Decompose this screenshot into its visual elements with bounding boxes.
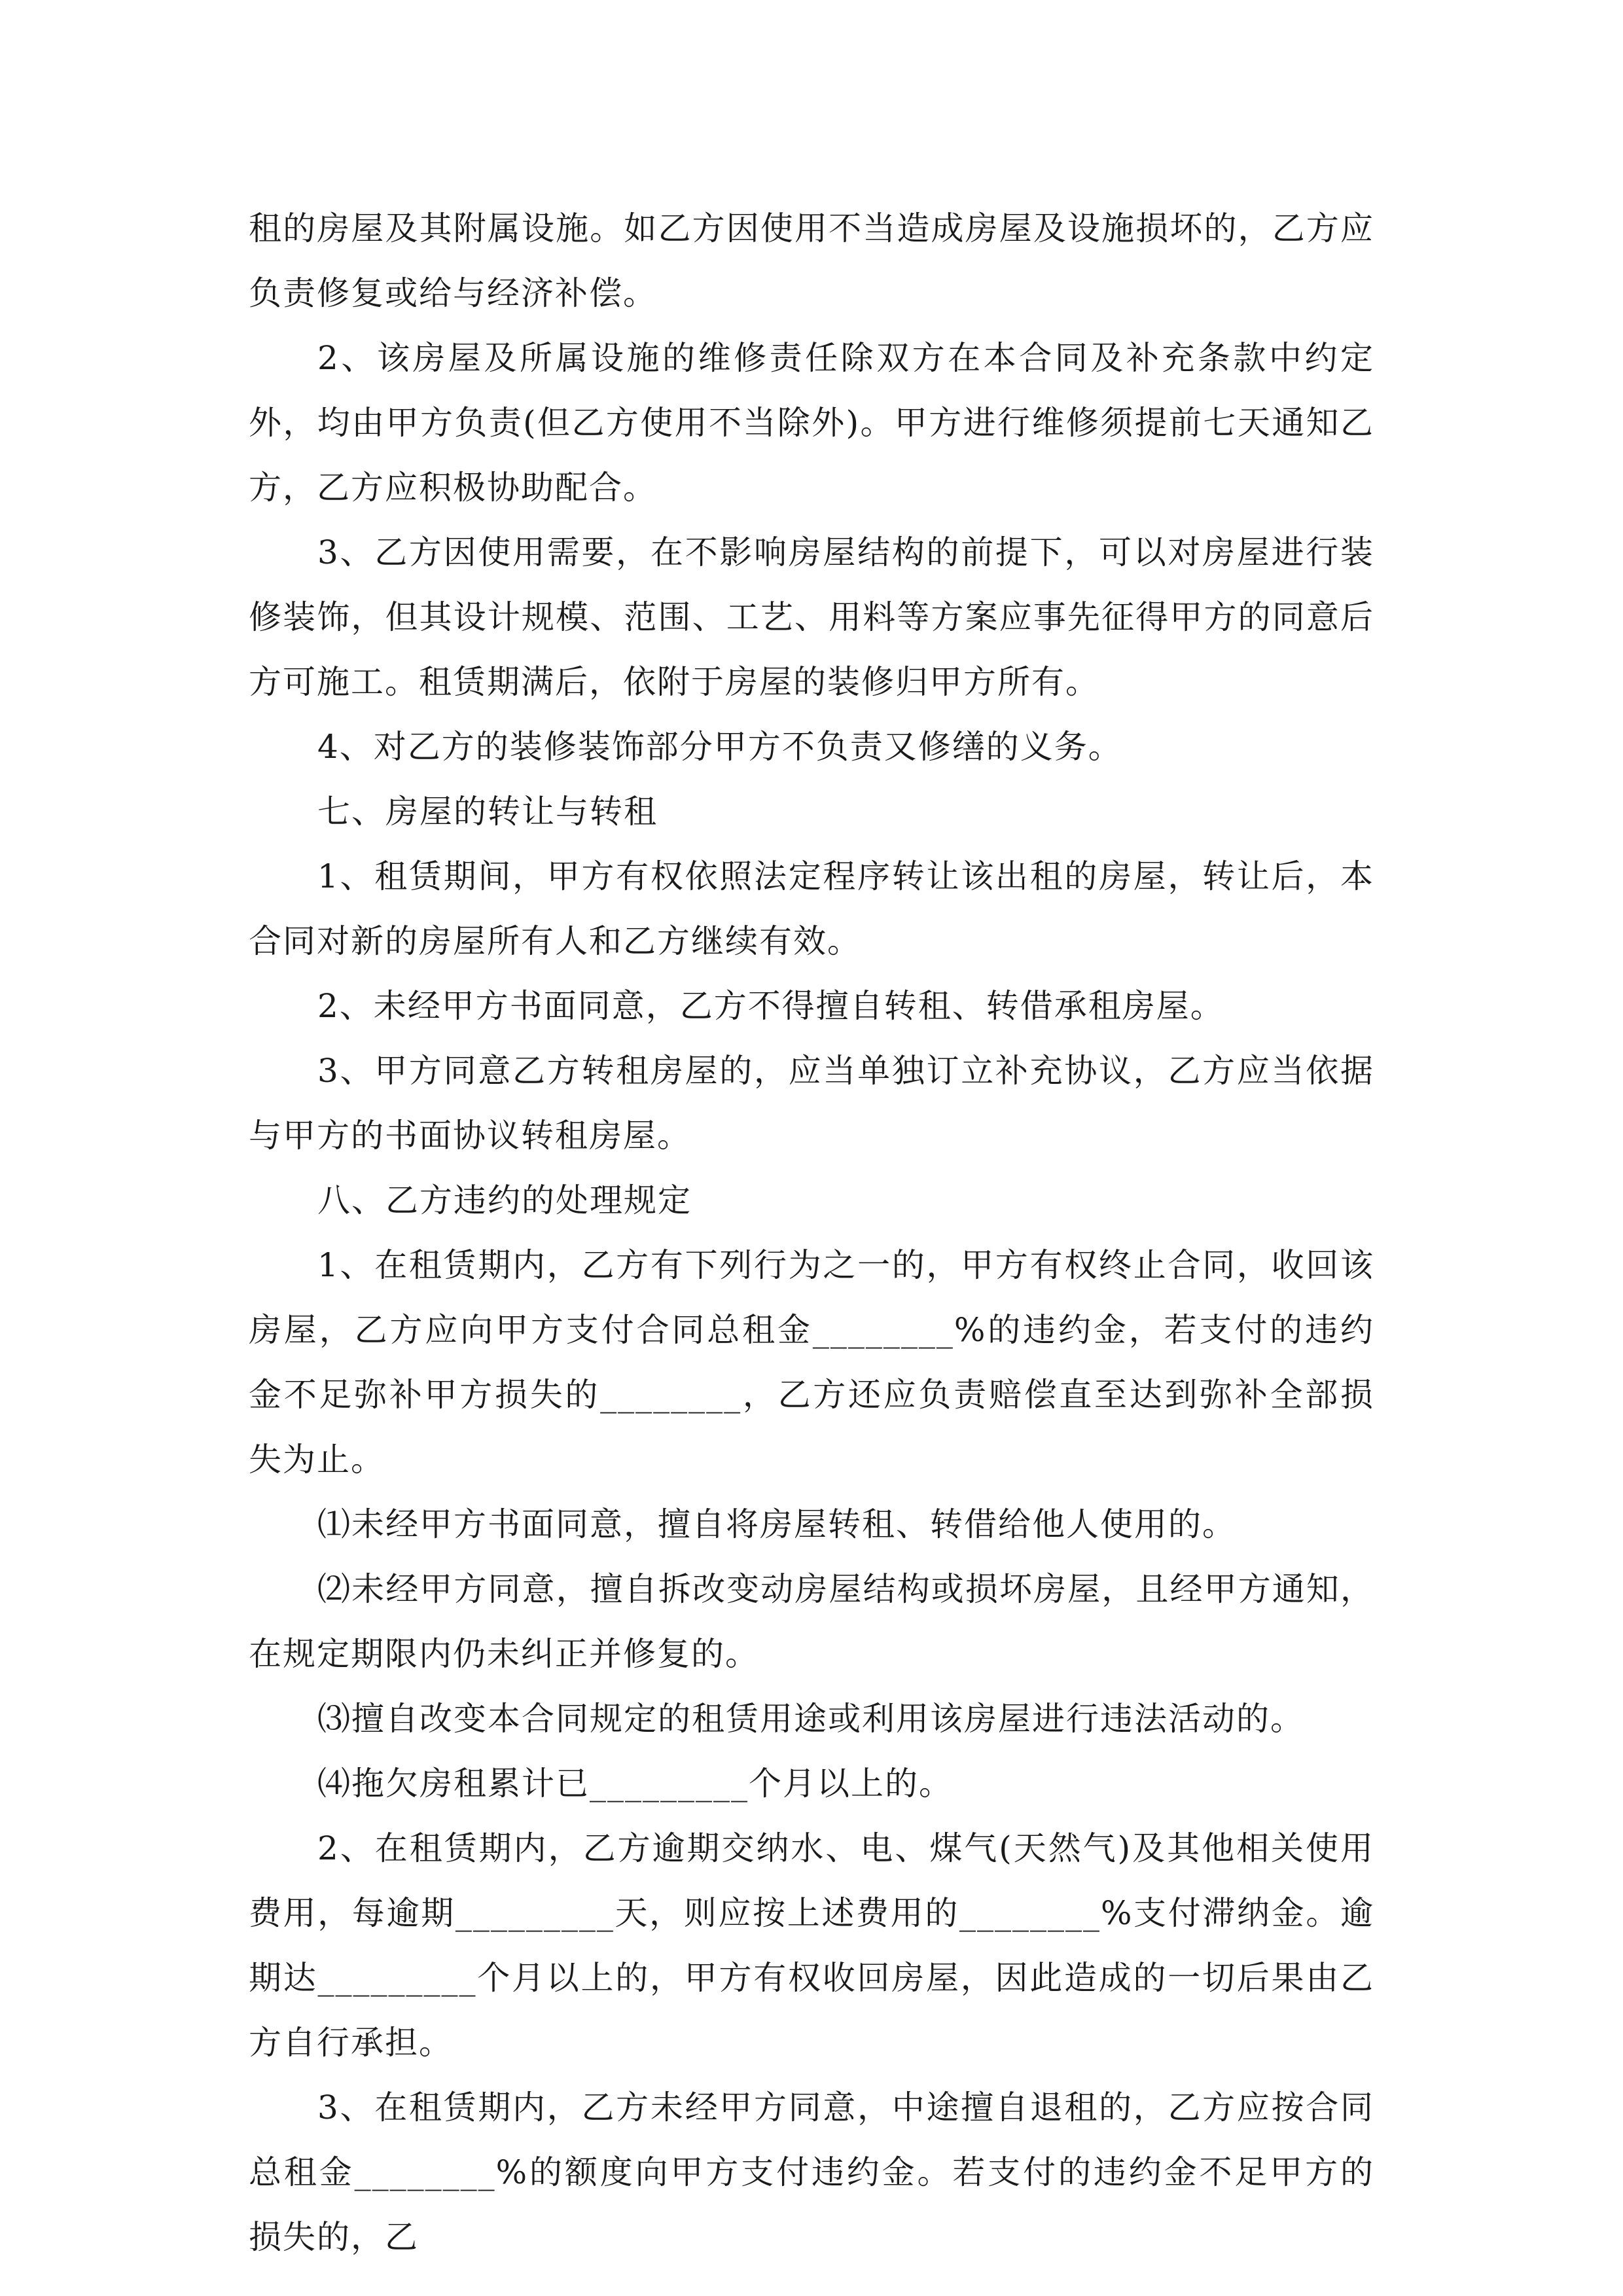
paragraph-clause-8-3: 3、在租赁期内，乙方未经甲方同意，中途擅自退租的，乙方应按合同总租金________%的额度向甲方支付违约金。若支付的违约金不足甲方的损失的，乙 [249,2089,1374,2256]
section-heading-7: 七、房屋的转让与转租 [317,793,658,831]
paragraph-clause-7-2: 2、未经甲方书面同意，乙方不得擅自转租、转借承租房屋。 [317,987,1224,1025]
paragraph-clause-8-1-item-4: ⑷拖欠房租累计已_________个月以上的。 [317,1765,953,1803]
document-page [249,196,1374,2270]
paragraph-clause-6-2: 2、该房屋及所属设施的维修责任除双方在本合同及补充条款中约定外，均由甲方负责(但乙方使用不当除外)。甲方进行维修须提前七天通知乙方，乙方应积极协助配合。 [249,339,1374,507]
paragraph-clause-7-1: 1、租赁期间，甲方有权依照法定程序转让该出租的房屋，转让后，本合同对新的房屋所有人和乙方继续有效。 [249,857,1374,960]
paragraph-clause-8-1-item-3: ⑶擅自改变本合同规定的租赁用途或利用该房屋进行违法活动的。 [317,1700,1304,1738]
paragraph-continued: 租的房屋及其附属设施。如乙方因使用不当造成房屋及设施损坏的，乙方应负责修复或给与经济补偿。 [249,209,1374,312]
paragraph-clause-7-3: 3、甲方同意乙方转租房屋的，应当单独订立补充协议，乙方应当依据与甲方的书面协议转租房屋。 [249,1052,1374,1155]
paragraph-clause-6-3: 3、乙方因使用需要，在不影响房屋结构的前提下，可以对房屋进行装修装饰，但其设计规模、范围、工艺、用料等方案应事先征得甲方的同意后方可施工。租赁期满后，依附于房屋的装修归甲方所有。 [249,533,1374,701]
paragraph-clause-8-1-item-1: ⑴未经甲方书面同意，擅自将房屋转租、转借给他人使用的。 [317,1505,1236,1543]
paragraph-clause-8-2: 2、在租赁期内，乙方逾期交纳水、电、煤气(天然气)及其他相关使用费用，每逾期_________天，则应按上述费用的________%支付滞纳金。逾期达_________个月以上的，甲方有权收回房屋，因此造成的一切后果由乙方自行承担。 [249,1829,1374,2062]
section-heading-8: 八、乙方违约的处理规定 [317,1181,692,1219]
paragraph-clause-6-4: 4、对乙方的装修装饰部分甲方不负责又修缮的义务。 [317,728,1122,766]
paragraph-clause-8-1-item-2: ⑵未经甲方同意，擅自拆改变动房屋结构或损坏房屋，且经甲方通知，在规定期限内仍未纠正并修复的。 [249,1570,1374,1673]
paragraph-clause-8-1: 1、在租赁期内，乙方有下列行为之一的，甲方有权终止合同，收回该房屋，乙方应向甲方支付合同总租金________%的违约金，若支付的违约金不足弥补甲方损失的________，乙方还应负责赔偿直至达到弥补全部损失为止。 [249,1246,1374,1479]
